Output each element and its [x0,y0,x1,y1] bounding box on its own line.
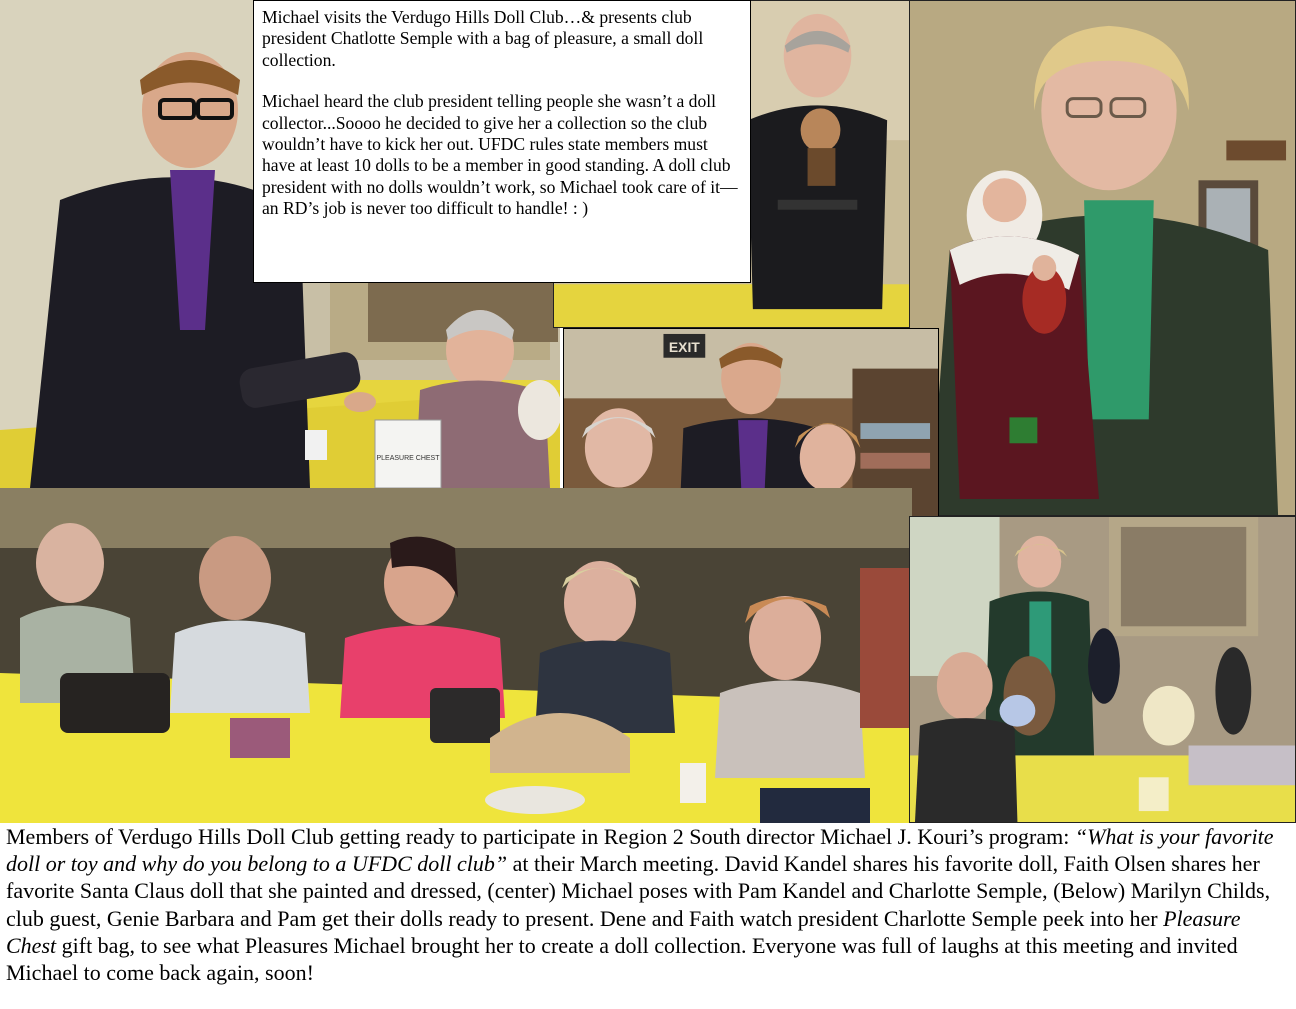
gift-bag-label: PLEASURE CHEST [376,455,440,462]
intro-text-box [253,0,751,283]
caption-part-3: gift bag, to see what Pleasures Michael brought her to create a doll collection. Everyone was full of laughs at this meeting and invited Michael to come back again, soon! [6,932,1238,986]
caption-text [6,823,1294,986]
exit-sign: EXIT [668,338,700,355]
caption-gift-name: Pleasure Chest [6,905,1241,958]
photo-doll-display-table [909,516,1296,823]
caption-part-2: at their March meeting. David Kandel shares his favorite doll, Faith Olsen shares her favorite Santa Claus doll that she painted and dressed, (center) Michael poses with Pam Kandel and Charlotte Semple, (Below) Marilyn Childs, club guest, Genie Barbara and Pam get their dolls ready to present. Dene and Faith watch president Charlotte Semple peek into her [6,851,1271,931]
caption-program-quote: “What is your favorite doll or toy and why do you belong to a UFDC doll club” [6,824,1274,877]
photo-members-at-table [0,488,912,823]
photo-faith-santa-doll [909,0,1296,516]
caption-part-1: Members of Verdugo Hills Doll Club getting ready to participate in Region 2 South director Michael J. Kouri’s program: [6,824,1075,849]
intro-story: Michael heard the club president telling people she wasn’t a doll collector...Soooo he decided to give her a collection so the club wouldn’t have to kick her out. UFDC rules state members must have at least 10 dolls to be a member in good standing. A doll club president with no dolls wouldn’t work, so Michael took care of it—an RD’s job is never too difficult to handle! : ) [262,91,738,219]
intro-headline: Michael visits the Verdugo Hills Doll Club…& presents club president Chatlotte Semple with a bag of pleasure, a small doll collection. [262,7,704,70]
